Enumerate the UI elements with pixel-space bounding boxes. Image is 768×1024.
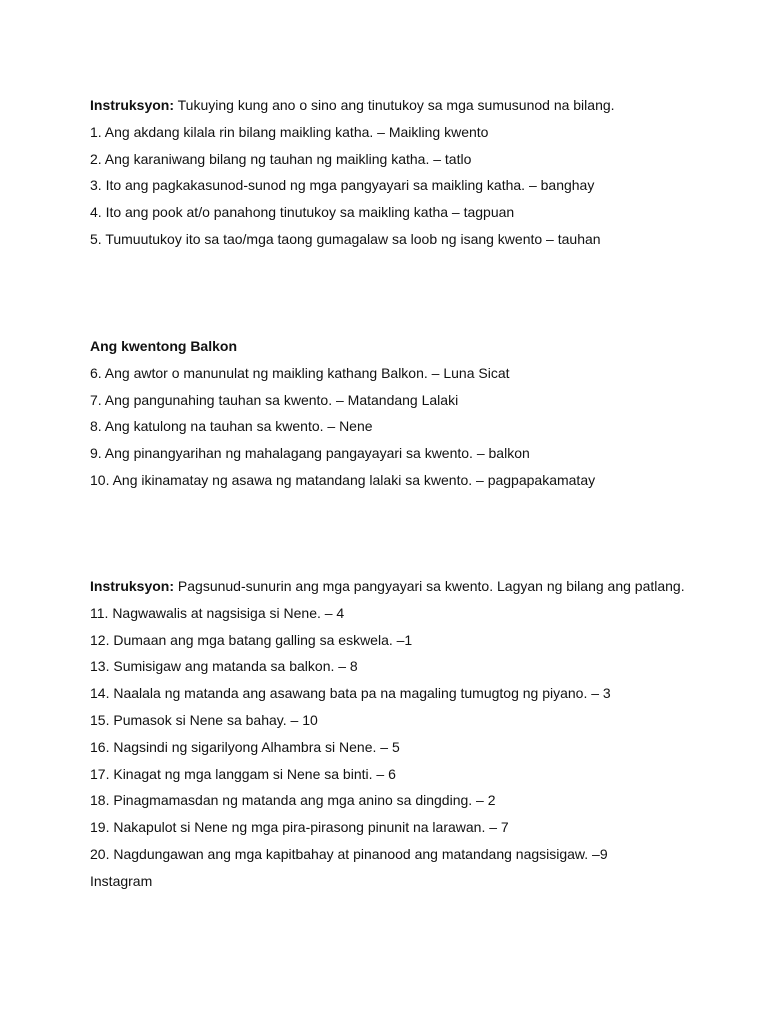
instruction-line-2 [90,573,690,600]
trailing-text: Instagram [90,872,153,889]
list-item: 9. Ang pinangyarihan ng mahalagang pangayayari sa kwento. – balkon [90,445,530,462]
list-item: 7. Ang pangunahing tauhan sa kwento. – Matandang Lalaki [90,391,459,408]
list-item: 18. Pinagmamasdan ng matanda ang mga anino sa dingding. – 2 [90,792,496,809]
section-identification [90,92,690,253]
instruction-text: Pagsunud-sunurin ang mga pangyayari sa kwento. Lagyan ng bilang ang patlang. [174,578,685,594]
instruction-line-1 [90,92,690,119]
list-item: 12. Dumaan ang mga batang galling sa eskwela. –1 [90,631,413,648]
list-item: 11. Nagwawalis at nagsisiga si Nene. – 4 [90,604,345,621]
list-item: 2. Ang karaniwang bilang ng tauhan ng maikling katha. – tatlo [90,150,472,167]
list-item: 10. Ang ikinamatay ng asawa ng matandang lalaki sa kwento. – pagpapakamatay [90,471,596,488]
list-item: 8. Ang katulong na tauhan sa kwento. – Nene [90,418,373,435]
section-heading: Ang kwentong Balkon [90,338,237,354]
list-item: 13. Sumisigaw ang matanda sa balkon. – 8 [90,658,358,675]
list-item: 3. Ito ang pagkakasunod-sunod ng mga pangyayari sa maikling katha. – banghay [90,177,595,194]
instruction-label: Instruksyon: [90,97,175,113]
list-item: 5. Tumuutukoy ito sa tao/mga taong gumagalaw sa loob ng isang kwento – tauhan [90,230,601,247]
list-item: 1. Ang akdang kilala rin bilang maikling katha. – Maikling kwento [90,123,489,140]
section-sequencing [90,573,690,895]
list-item: 19. Nakapulot si Nene ng mga pira-pirasong pinunit na larawan. – 7 [90,819,509,836]
list-item: 15. Pumasok si Nene sa bahay. – 10 [90,711,318,728]
section-balkon [90,333,690,494]
list-item: 14. Naalala ng matanda ang asawang bata pa na magaling tumugtog ng piyano. – 3 [90,685,611,702]
list-item: 4. Ito ang pook at/o panahong tinutukoy sa maikling katha – tagpuan [90,204,515,221]
list-item: 6. Ang awtor o manunulat ng maikling kathang Balkon. – Luna Sicat [90,364,510,381]
list-item: 20. Nagdungawan ang mga kapitbahay at pinanood ang matandang nagsisigaw. –9 [90,845,608,862]
instruction-text: Tukuying kung ano o sino ang tinutukoy sa mga sumusunod na bilang. [174,97,615,113]
instruction-label: Instruksyon: [90,578,175,594]
list-item: 16. Nagsindi ng sigarilyong Alhambra si Nene. – 5 [90,738,400,755]
list-item: 17. Kinagat ng mga langgam si Nene sa binti. – 6 [90,765,396,782]
